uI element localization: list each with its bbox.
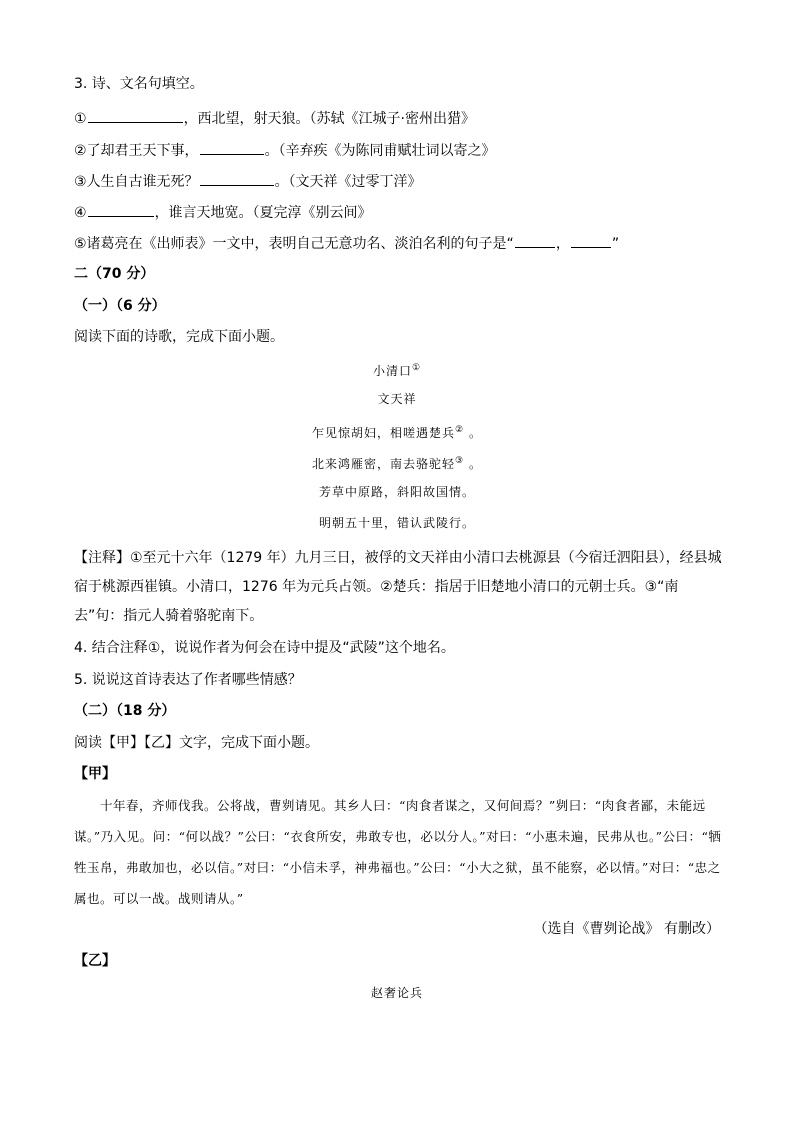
blank-5[interactable] — [515, 233, 555, 248]
item-number: ③ — [74, 174, 87, 190]
q3-item-2 — [74, 140, 496, 161]
blank-6[interactable] — [571, 233, 611, 248]
blank-3[interactable] — [200, 171, 274, 186]
item-text: 人生自古谁无死？ — [86, 174, 199, 190]
item-text: ，西北望，射天狼。（苏轼《江城子·密州出猎》 — [183, 111, 476, 127]
q3-title: 3. 诗、文名句填空。 — [74, 76, 204, 92]
item-number: ④ — [74, 205, 87, 221]
q3-item-1 — [74, 108, 475, 129]
q3-item-5 — [74, 233, 619, 254]
part-2-instruction: 阅读【甲】【乙】文字，完成下面小题。 — [74, 735, 319, 751]
item-text: 。（文天祥《过零丁洋》 — [274, 174, 422, 190]
question-5: 5. 说说这首诗表达了作者哪些情感？ — [74, 672, 302, 688]
footnote-mark: ① — [411, 363, 422, 373]
yi-label: 【乙】 — [74, 953, 116, 969]
item-text: ，谁言天地宽。（夏完淳《别云间》 — [154, 205, 372, 221]
section-2-title: 二（70 分） — [74, 266, 155, 282]
poem-title — [0, 358, 794, 381]
poem-author: 文天祥 — [377, 392, 417, 406]
item-number: ② — [74, 143, 87, 159]
poem-line-text: 乍见惊胡妇，相嗟遇楚兵 — [312, 426, 456, 440]
part-2-title: （二）（18 分） — [74, 703, 176, 719]
part-1-instruction: 阅读下面的诗歌，完成下面小题。 — [74, 329, 284, 345]
item-text: 。（辛弃疾《为陈同甫赋壮词以寄之》 — [264, 143, 496, 159]
poem-line-3: 芳草中原路，斜阳故国情。 — [318, 485, 475, 499]
poem-line-2 — [0, 451, 794, 474]
item-text: ” — [611, 236, 620, 252]
blank-1[interactable] — [88, 108, 183, 123]
footnote-mark: ③ — [455, 456, 465, 466]
poem-line-end: 。 — [464, 457, 482, 471]
q3-item-3 — [74, 171, 422, 192]
part-1-title: （一）（6 分） — [74, 298, 166, 314]
poem-line-end: 。 — [464, 426, 482, 440]
footnote-mark: ② — [455, 425, 465, 435]
poem-title-text: 小清口 — [372, 364, 412, 378]
blank-2[interactable] — [200, 140, 264, 155]
jia-source: （选自《曹刿论战》 有删改） — [533, 921, 720, 937]
q3-item-4 — [74, 202, 372, 223]
yi-title: 赵奢论兵 — [370, 986, 423, 1000]
item-text: 了却君王天下事， — [86, 143, 199, 159]
blank-4[interactable] — [88, 202, 154, 217]
poem-line-4: 明朝五十里，错认武陵行。 — [318, 516, 475, 530]
item-text: ， — [555, 236, 570, 252]
item-text: ⑤诸葛亮在《出师表》一文中，表明自己无意功名、淡泊名利的句子是“ — [74, 236, 514, 252]
jia-label: 【甲】 — [74, 766, 116, 782]
item-number: ① — [74, 111, 87, 127]
poem-notes: 【注释】①至元十六年（1279 年）九月三日，被俘的文天祥由小清口去桃源县（今宿迁泗阳县），经县城宿于桃源西崔镇。小清口，1276 年为元兵占领。②楚兵：指居于旧楚地小清口的元朝士兵。③“南去”句：指元人骑着骆驼南下。 — [74, 550, 722, 624]
question-4: 4. 结合注释①，说说作者为何会在诗中提及“武陵”这个地名。 — [74, 640, 455, 656]
poem-line-1 — [0, 420, 794, 443]
jia-passage: 十年春，齐师伐我。公将战，曹刿请见。其乡人曰：“肉食者谋之，又何间焉？”刿曰：“肉食者鄙，未能远谋。”乃入见。问：“何以战？”公曰：“衣食所安，弗敢专也，必以分人。”对曰：“小惠未遍，民弗从也。”公曰：“牺牲玉帛，弗敢加也，必以信。”对曰：“小信未孚，神弗福也。”公曰：“小大之狱，虽不能察，必以情。”对曰：“忠之属也。可以一战。战则请从。” — [74, 798, 722, 906]
poem-line-text: 北来鸿雁密，南去骆驼轻 — [312, 457, 456, 471]
